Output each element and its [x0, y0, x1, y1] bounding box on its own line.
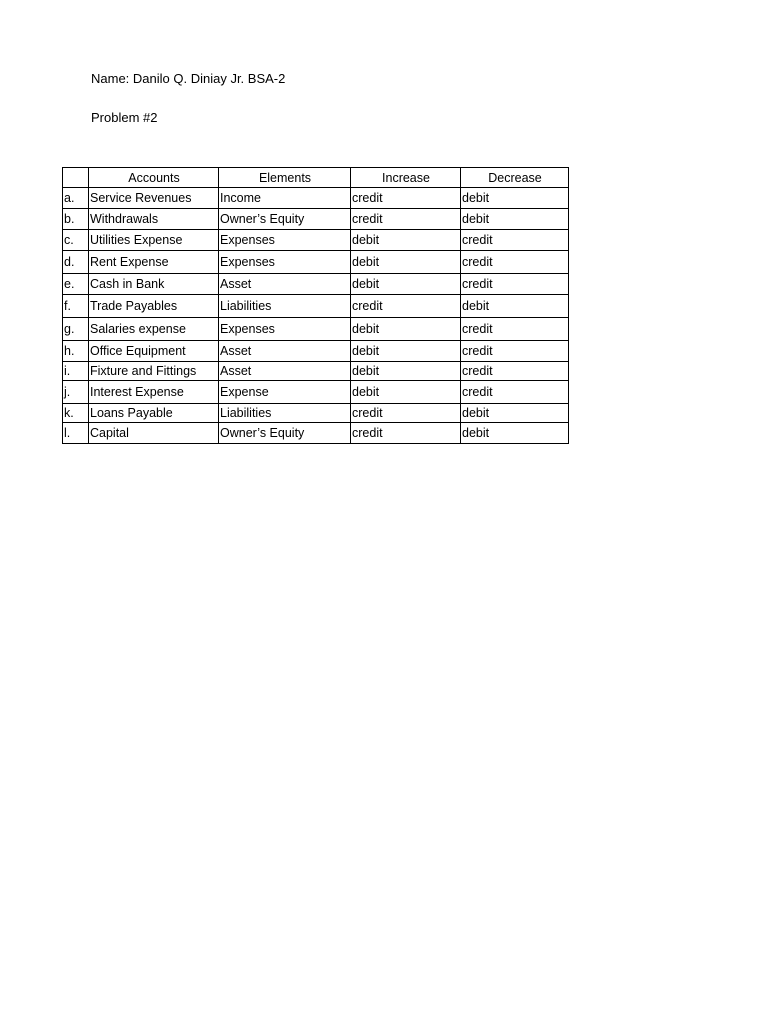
- increase-cell: debit: [351, 230, 461, 251]
- table-row: [63, 423, 569, 444]
- decrease-cell: debit: [461, 295, 569, 318]
- account-cell: Cash in Bank: [89, 274, 219, 295]
- account-cell: Office Equipment: [89, 341, 219, 362]
- account-cell: Rent Expense: [89, 251, 219, 274]
- account-cell: Utilities Expense: [89, 230, 219, 251]
- decrease-cell: credit: [461, 381, 569, 404]
- row-letter: g.: [63, 318, 89, 341]
- increase-cell: credit: [351, 188, 461, 209]
- table-row: [63, 318, 569, 341]
- row-letter: h.: [63, 341, 89, 362]
- table-row: [63, 381, 569, 404]
- row-letter: c.: [63, 230, 89, 251]
- element-cell: Expenses: [219, 230, 351, 251]
- header-increase: Increase: [351, 168, 461, 188]
- element-cell: Asset: [219, 362, 351, 381]
- table-row: [63, 209, 569, 230]
- row-letter: k.: [63, 404, 89, 423]
- increase-cell: debit: [351, 381, 461, 404]
- account-cell: Trade Payables: [89, 295, 219, 318]
- table-row: [63, 188, 569, 209]
- table-row: [63, 230, 569, 251]
- decrease-cell: credit: [461, 318, 569, 341]
- header-elements: Elements: [219, 168, 351, 188]
- table-row: [63, 404, 569, 423]
- row-letter: b.: [63, 209, 89, 230]
- decrease-cell: credit: [461, 341, 569, 362]
- increase-cell: credit: [351, 295, 461, 318]
- decrease-cell: credit: [461, 362, 569, 381]
- decrease-cell: credit: [461, 274, 569, 295]
- element-cell: Expenses: [219, 251, 351, 274]
- account-cell: Capital: [89, 423, 219, 444]
- table-row: [63, 251, 569, 274]
- header-letter: [63, 168, 89, 188]
- table-row: [63, 341, 569, 362]
- increase-cell: debit: [351, 341, 461, 362]
- decrease-cell: credit: [461, 251, 569, 274]
- increase-cell: debit: [351, 362, 461, 381]
- element-cell: Asset: [219, 274, 351, 295]
- increase-cell: credit: [351, 209, 461, 230]
- element-cell: Liabilities: [219, 295, 351, 318]
- account-cell: Loans Payable: [89, 404, 219, 423]
- row-letter: f.: [63, 295, 89, 318]
- element-cell: Liabilities: [219, 404, 351, 423]
- header-decrease: Decrease: [461, 168, 569, 188]
- row-letter: j.: [63, 381, 89, 404]
- row-letter: e.: [63, 274, 89, 295]
- account-cell: Salaries expense: [89, 318, 219, 341]
- accounts-table: [62, 167, 569, 444]
- student-name-line: Name: Danilo Q. Diniay Jr. BSA-2: [91, 71, 286, 86]
- element-cell: Expenses: [219, 318, 351, 341]
- account-cell: Service Revenues: [89, 188, 219, 209]
- header-accounts: Accounts: [89, 168, 219, 188]
- row-letter: i.: [63, 362, 89, 381]
- decrease-cell: debit: [461, 188, 569, 209]
- account-cell: Withdrawals: [89, 209, 219, 230]
- table-row: [63, 295, 569, 318]
- element-cell: Owner’s Equity: [219, 209, 351, 230]
- row-letter: a.: [63, 188, 89, 209]
- account-cell: Fixture and Fittings: [89, 362, 219, 381]
- increase-cell: credit: [351, 423, 461, 444]
- problem-title: Problem #2: [91, 110, 158, 125]
- decrease-cell: debit: [461, 423, 569, 444]
- decrease-cell: debit: [461, 209, 569, 230]
- element-cell: Owner’s Equity: [219, 423, 351, 444]
- decrease-cell: credit: [461, 230, 569, 251]
- decrease-cell: debit: [461, 404, 569, 423]
- element-cell: Expense: [219, 381, 351, 404]
- element-cell: Asset: [219, 341, 351, 362]
- element-cell: Income: [219, 188, 351, 209]
- table-header-row: [63, 168, 569, 188]
- account-cell: Interest Expense: [89, 381, 219, 404]
- table-row: [63, 362, 569, 381]
- row-letter: d.: [63, 251, 89, 274]
- increase-cell: debit: [351, 318, 461, 341]
- increase-cell: credit: [351, 404, 461, 423]
- row-letter: l.: [63, 423, 89, 444]
- table-row: [63, 274, 569, 295]
- increase-cell: debit: [351, 251, 461, 274]
- increase-cell: debit: [351, 274, 461, 295]
